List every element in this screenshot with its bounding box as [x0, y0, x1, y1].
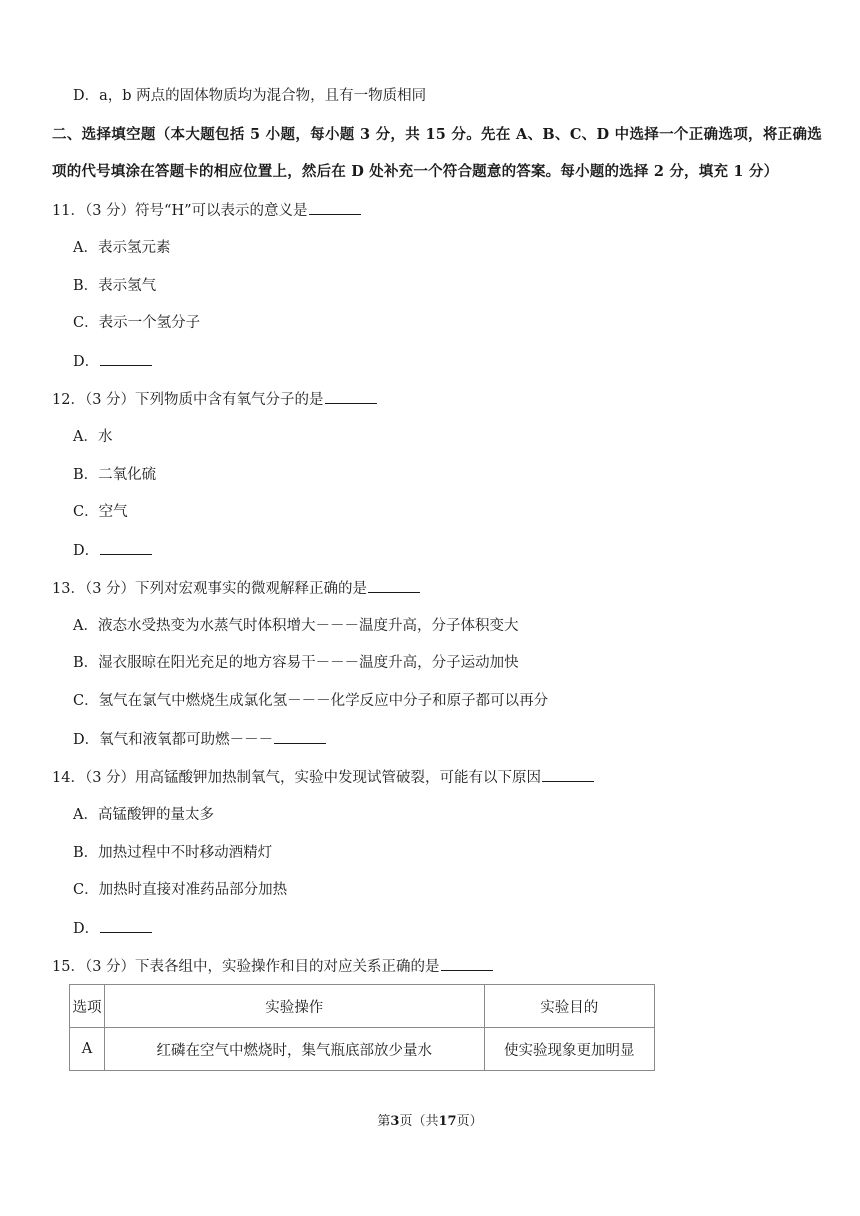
option-b: B．二氧化硫 — [73, 467, 157, 483]
answer-blank — [309, 200, 361, 215]
option-d-label: D． — [73, 543, 100, 559]
question-13 — [52, 578, 420, 599]
cell-option: A — [70, 1028, 105, 1071]
cell-operation: 红磷在空气中燃烧时，集气瓶底部放少量水 — [104, 1028, 484, 1071]
answer-blank — [325, 389, 377, 404]
option-a: A．高锰酸钾的量太多 — [73, 807, 214, 823]
footer-middle: 页（共 — [399, 1114, 439, 1129]
option-d — [73, 540, 152, 561]
question-stem: 13．（3 分）下列对宏观事实的微观解释正确的是 — [52, 581, 368, 597]
option-d — [73, 918, 152, 939]
table-row — [70, 1028, 655, 1071]
option-c: C．氢气在氯气中燃烧生成氯化氢－－－化学反应中分子和原子都可以再分 — [73, 693, 549, 709]
option-c: C．表示一个氢分子 — [73, 315, 201, 331]
header-purpose: 实验目的 — [484, 985, 654, 1028]
cell-purpose: 使实验现象更加明显 — [484, 1028, 654, 1071]
answer-blank — [100, 351, 152, 366]
answer-blank — [100, 918, 152, 933]
question-stem: 11．（3 分）符号“H”可以表示的意义是 — [52, 203, 308, 219]
answer-blank — [441, 956, 493, 971]
header-operation: 实验操作 — [104, 985, 484, 1028]
page-footer — [0, 1110, 860, 1129]
experiment-table — [69, 984, 655, 1071]
answer-blank — [542, 767, 594, 782]
question-stem: 15．（3 分）下表各组中，实验操作和目的对应关系正确的是 — [52, 959, 440, 975]
option-d — [73, 729, 326, 750]
question-stem: 14．（3 分）用高锰酸钾加热制氧气，实验中发现试管破裂，可能有以下原因 — [52, 770, 542, 786]
header-option: 选项 — [70, 985, 105, 1028]
section-heading: 二、选择填空题（本大题包括 5 小题，每小题 3 分，共 15 分。先在 A、B、C、D 中选择一个正确选项，将正确选项的代号填涂在答题卡的相应位置上，然后在 D 处补充一个符合题意的答案。每小题的选择 2 分，填充 1 分） — [52, 126, 822, 180]
total-pages: 17 — [438, 1114, 457, 1129]
page-number: 3 — [390, 1114, 400, 1129]
option-c: C．空气 — [73, 504, 128, 520]
option-d-label: D． — [73, 921, 100, 937]
answer-blank — [368, 578, 420, 593]
option-a: A．表示氢元素 — [73, 240, 171, 256]
option-d-label: D．氧气和液氧都可助燃－－－ — [73, 732, 274, 748]
footer-prefix: 第 — [377, 1114, 391, 1129]
question-14 — [52, 767, 594, 788]
question-15 — [52, 956, 493, 977]
option-b: B．表示氢气 — [73, 278, 157, 294]
option-d-label: D． — [73, 354, 100, 370]
option-c: C．加热时直接对准药品部分加热 — [73, 882, 288, 898]
footer-suffix: 页） — [456, 1114, 483, 1129]
question-11 — [52, 200, 361, 221]
table-header-row — [70, 985, 655, 1028]
option-a: A．液态水受热变为水蒸气时体积增大－－－温度升高，分子体积变大 — [73, 618, 519, 634]
previous-question-option-d: D．a，b 两点的固体物质均为混合物，且有一物质相同 — [73, 88, 427, 104]
answer-blank — [274, 729, 326, 744]
option-d — [73, 351, 152, 372]
option-b: B．加热过程中不时移动酒精灯 — [73, 845, 273, 861]
question-stem: 12．（3 分）下列物质中含有氧气分子的是 — [52, 392, 324, 408]
option-b: B．湿衣服晾在阳光充足的地方容易干－－－温度升高，分子运动加快 — [73, 655, 519, 671]
answer-blank — [100, 540, 152, 555]
question-12 — [52, 389, 377, 410]
option-a: A．水 — [73, 429, 113, 445]
